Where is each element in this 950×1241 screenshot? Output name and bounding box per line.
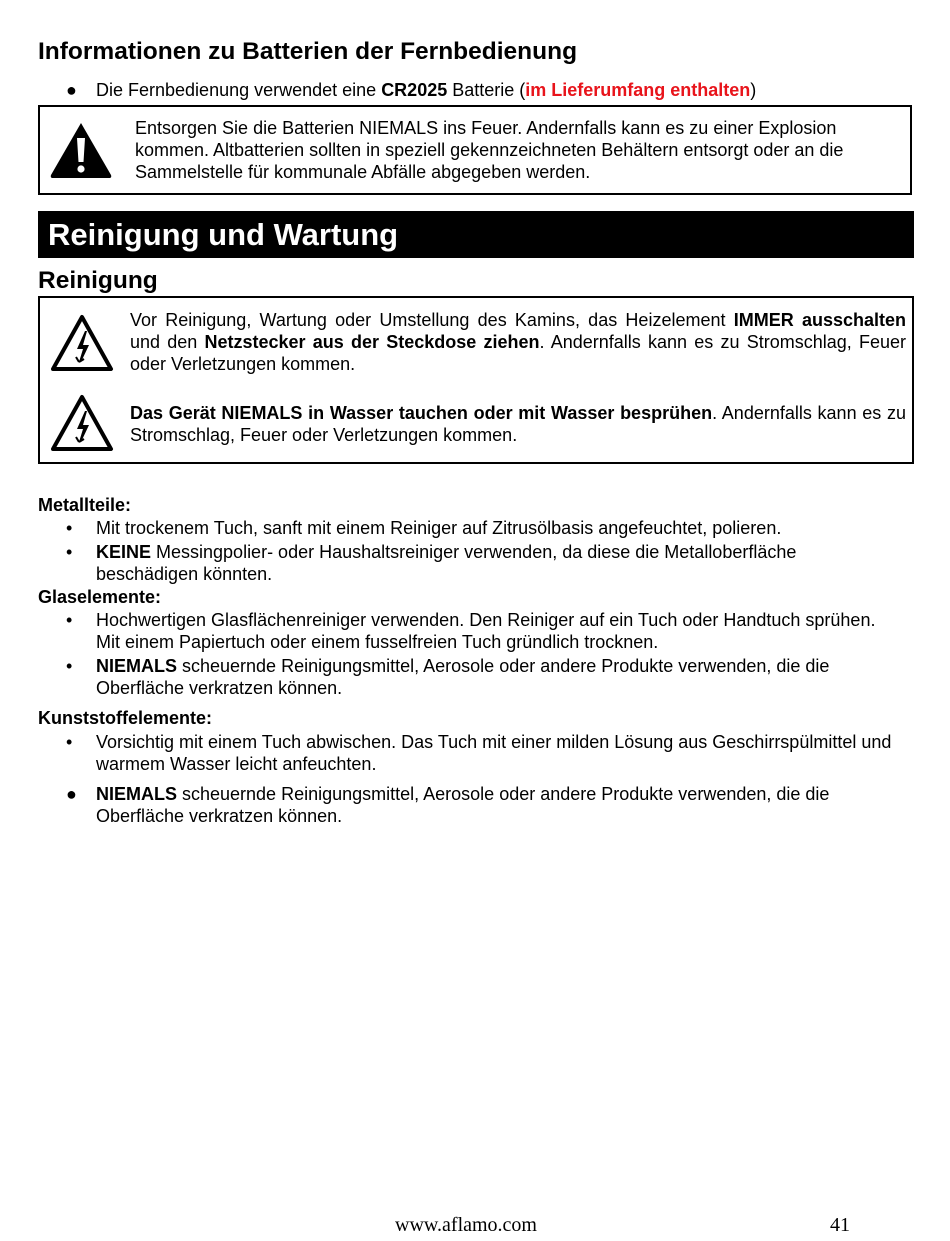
power-off-pre: Vor Reinigung, Wartung oder Umstellung des Kamins, das Heizelement bbox=[130, 310, 734, 330]
plastic-elements-heading: Kunststoffelemente: bbox=[38, 708, 213, 728]
cleaning-heading: Reinigung bbox=[38, 267, 158, 294]
glass-item-1: Hochwertigen Glasflächenreiniger verwenden. Den Reiniger auf ein Tuch oder Handtuch sprühen. Mit einem Papiertuch oder einem fusselfreien Tuch gründlich trocknen. bbox=[96, 610, 876, 652]
exclamation-triangle-icon bbox=[48, 120, 114, 180]
bullet-icon: • bbox=[66, 610, 73, 630]
metal-parts-heading: Metallteile: bbox=[38, 495, 132, 515]
battery-type-post: ) bbox=[750, 80, 757, 100]
plastic-item-2 bbox=[96, 783, 896, 827]
page-number: 41 bbox=[830, 1214, 850, 1236]
bullet-icon: ● bbox=[66, 80, 77, 100]
battery-type-pre: Die Fernbedienung verwendet eine bbox=[96, 80, 382, 100]
bullet-icon: • bbox=[66, 732, 73, 752]
battery-warning-text: Entsorgen Sie die Batterien NIEMALS ins Feuer. Andernfalls kann es zu einer Explosion kommen. Altbatterien sollten in speziell gekennzeichneten Behältern entsorgt oder an die Sammelstelle für kommunale Abfälle abgegeben werden. bbox=[135, 118, 844, 182]
glass-elements-heading: Glaselemente: bbox=[38, 587, 162, 607]
footer-website: www.aflamo.com bbox=[395, 1214, 537, 1236]
metal-item-2-rest: Messingpolier- oder Haushaltsreiniger verwenden, da diese die Metalloberfläche beschädigen könnten. bbox=[96, 542, 797, 584]
power-off-warning-text bbox=[130, 309, 906, 375]
glass-item-2 bbox=[96, 655, 896, 699]
bullet-icon: ● bbox=[66, 784, 77, 804]
battery-warning-box bbox=[38, 105, 912, 195]
plastic-item-2-rest: scheuernde Reinigungsmittel, Aerosole oder andere Produkte verwenden, die die Oberfläche verkratzen können. bbox=[96, 784, 830, 826]
battery-info-heading: Informationen zu Batterien der Fernbedienung bbox=[38, 38, 578, 65]
section-title: Reinigung und Wartung bbox=[48, 217, 399, 252]
plastic-item-1: Vorsichtig mit einem Tuch abwischen. Das Tuch mit einer milden Lösung aus Geschirrspülmittel und warmem Wasser leicht anfeuchten. bbox=[96, 732, 892, 774]
bullet-icon: • bbox=[66, 518, 73, 538]
high-voltage-triangle-icon bbox=[50, 314, 114, 372]
glass-item-2-bold: NIEMALS bbox=[96, 656, 177, 676]
power-off-post: . Andernfalls kann es zu Stromschlag, Feuer oder Verletzungen kommen. bbox=[130, 332, 906, 374]
battery-included-note: im Lieferumfang enthalten bbox=[525, 80, 751, 100]
metal-item-1: Mit trockenem Tuch, sanft mit einem Reiniger auf Zitrusölbasis angefeuchtet, polieren. bbox=[96, 518, 782, 538]
metal-item-2 bbox=[96, 541, 896, 585]
battery-type-item bbox=[38, 78, 914, 102]
water-warning-text bbox=[130, 402, 906, 446]
bullet-icon: • bbox=[66, 542, 73, 562]
water-warning-post: . Andernfalls kann es zu Stromschlag, Feuer oder Verletzungen kommen. bbox=[130, 403, 906, 445]
power-off-bold-unplug: Netzstecker aus der Steckdose ziehen bbox=[204, 332, 540, 352]
section-title-bar bbox=[38, 211, 914, 258]
battery-model: CR2025 bbox=[381, 80, 448, 100]
bullet-icon: • bbox=[66, 656, 73, 676]
high-voltage-triangle-icon bbox=[50, 394, 114, 452]
battery-type-mid: Batterie ( bbox=[447, 80, 526, 100]
plastic-item-2-bold: NIEMALS bbox=[96, 784, 177, 804]
power-off-bold-always: IMMER ausschalten bbox=[733, 310, 906, 330]
metal-item-2-bold: KEINE bbox=[96, 542, 152, 562]
electric-warning-box bbox=[38, 296, 914, 464]
water-warning-bold: Das Gerät NIEMALS in Wasser tauchen oder mit Wasser besprühen bbox=[130, 403, 713, 423]
battery-type-text bbox=[96, 78, 756, 102]
glass-item-2-rest: scheuernde Reinigungsmittel, Aerosole oder andere Produkte verwenden, die die Oberfläche verkratzen können. bbox=[96, 656, 830, 698]
power-off-mid: und den bbox=[130, 332, 205, 352]
